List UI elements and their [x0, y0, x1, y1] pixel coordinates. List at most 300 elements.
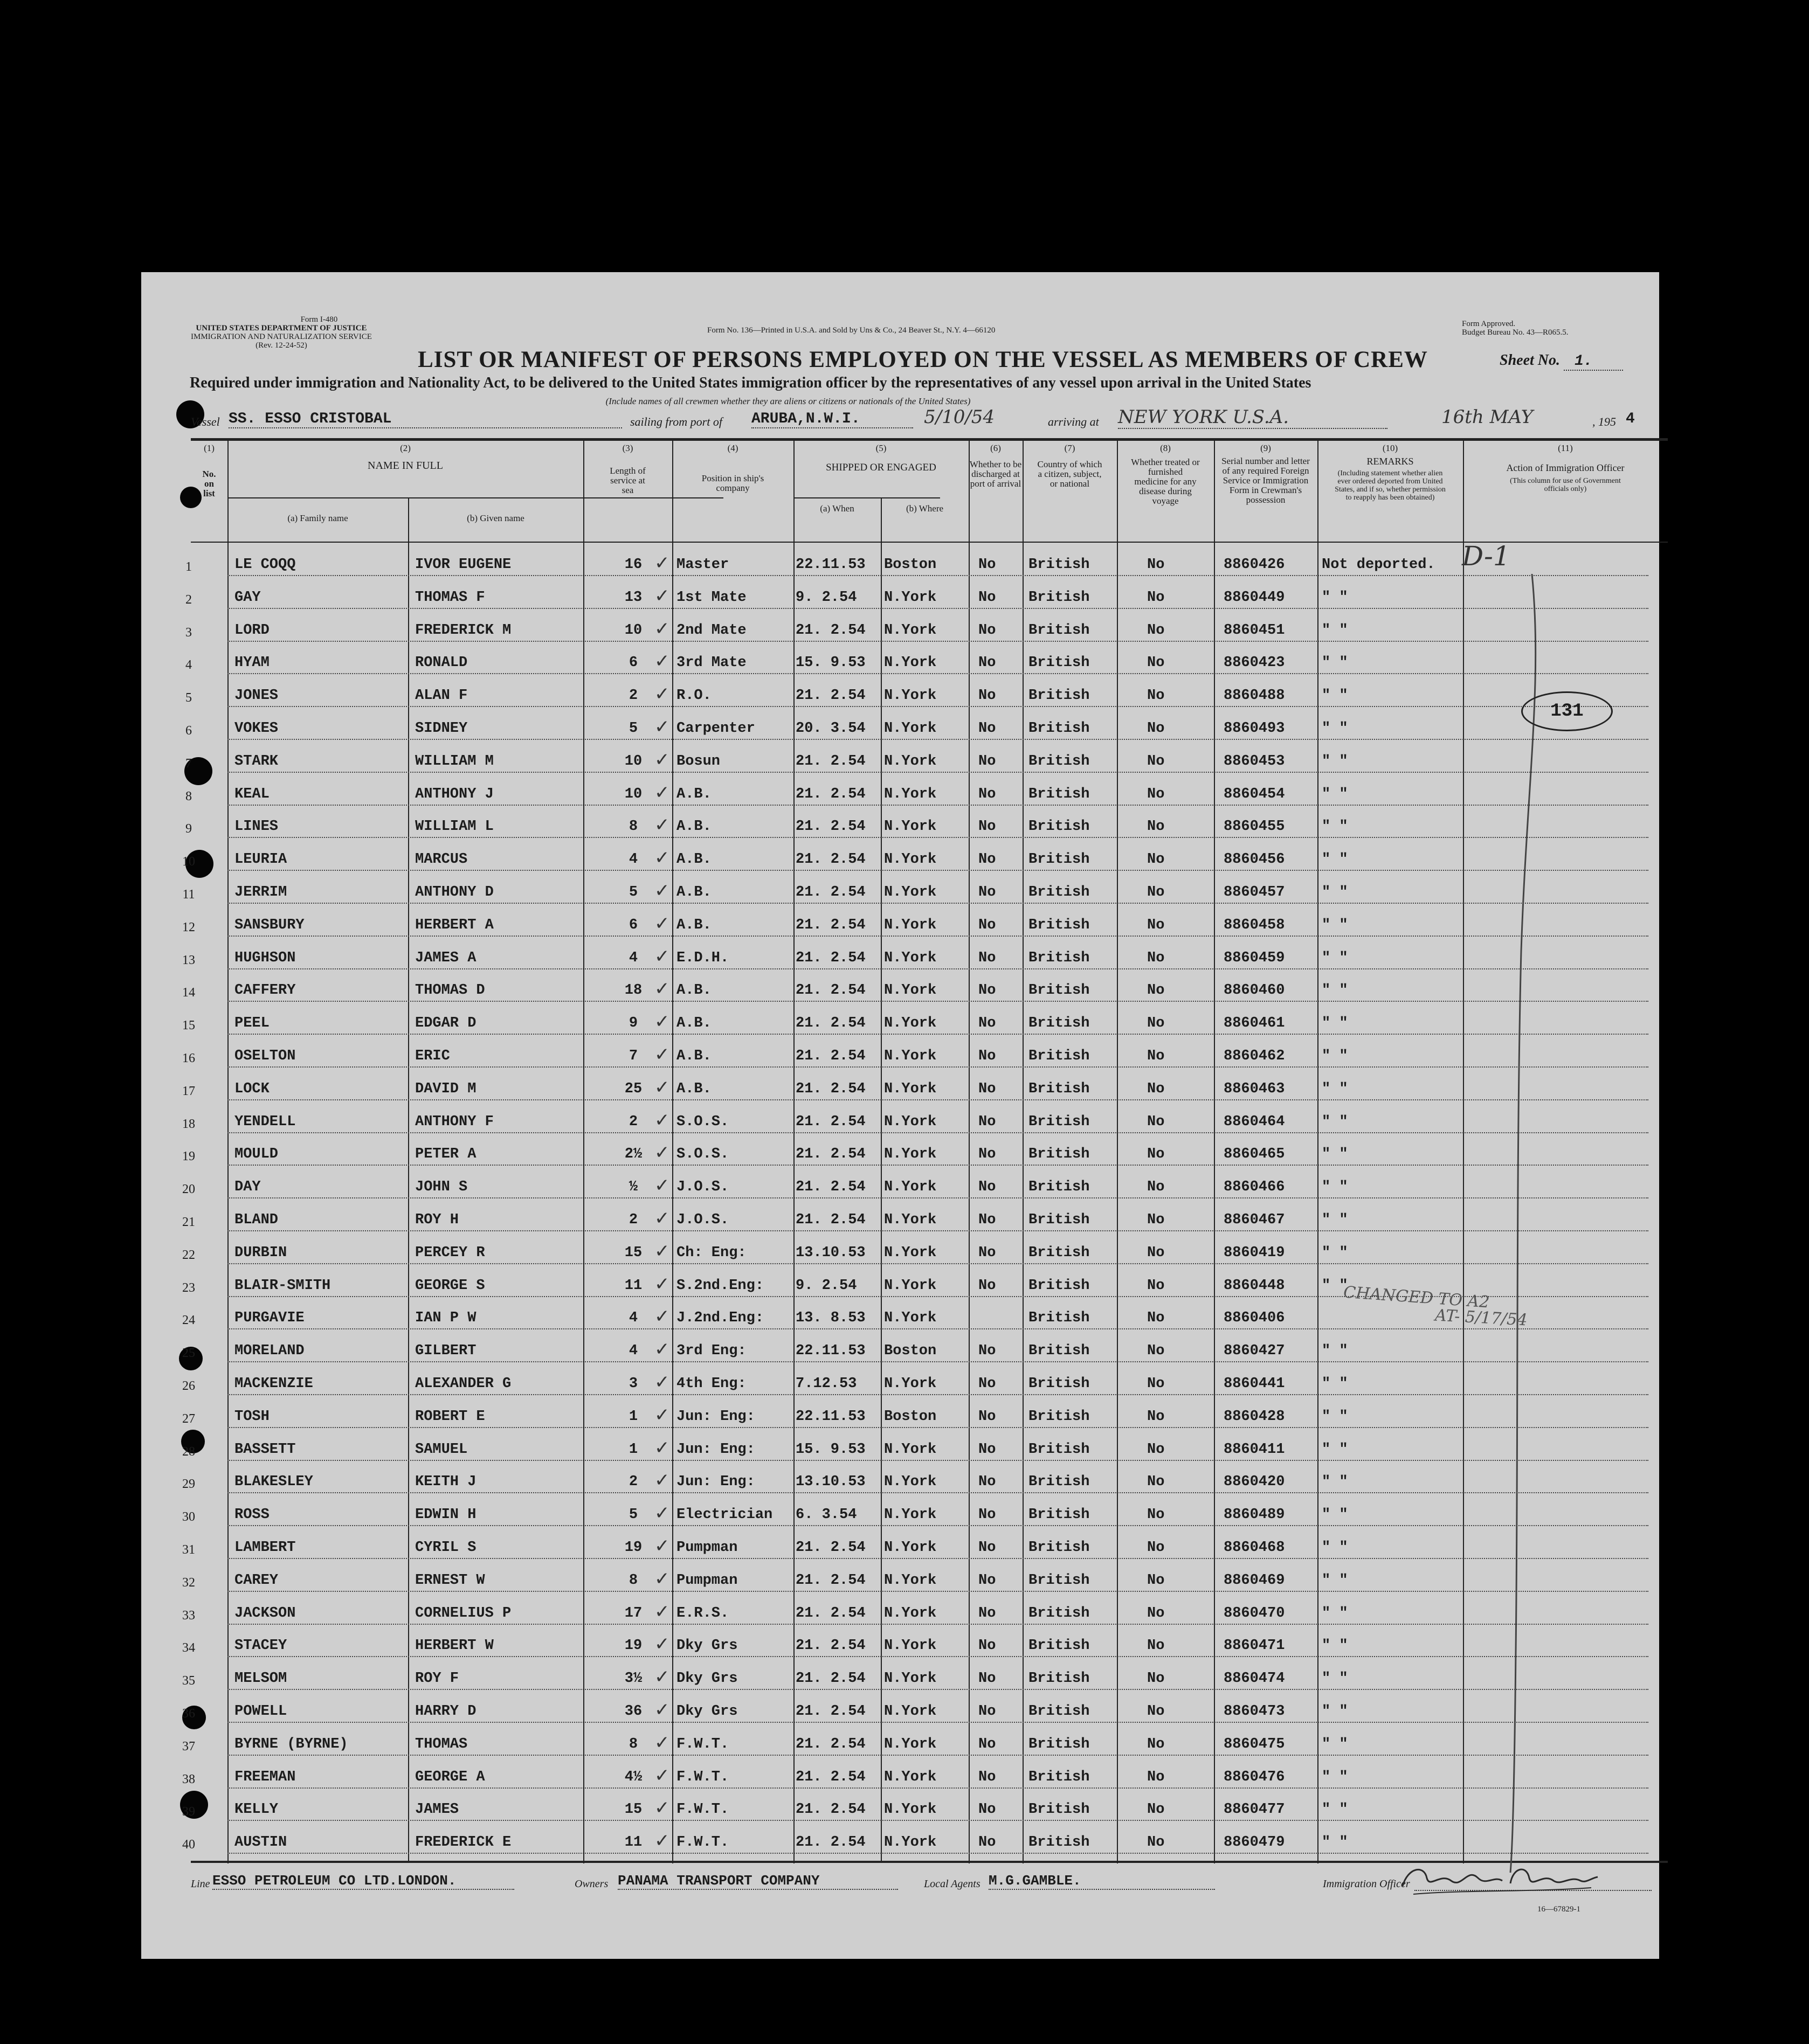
table-row [141, 1826, 1659, 1858]
cell-position: A.B. [676, 786, 712, 802]
col-9-header [1214, 444, 1317, 505]
table-row [141, 1465, 1659, 1498]
cell-given: THOMAS [415, 1736, 468, 1752]
cell-country: British [1028, 1244, 1090, 1261]
cell-given: CORNELIUS P [415, 1605, 512, 1622]
col-7-header [1023, 444, 1117, 489]
cell-remarks: " " [1322, 655, 1348, 671]
cell-family: LE COQQ [234, 557, 296, 573]
row-number: 12 [182, 920, 195, 934]
row-rule [227, 1755, 1648, 1756]
check-mark-icon: ✓ [654, 978, 670, 1000]
cell-serial: 8860428 [1224, 1408, 1285, 1425]
row-number: 23 [182, 1280, 195, 1295]
cell-remarks: " " [1322, 1507, 1348, 1523]
table-row [141, 843, 1659, 875]
col-7-number: (7) [1064, 443, 1075, 453]
row-number: 31 [182, 1543, 195, 1557]
cell-given: JOHN S [415, 1179, 468, 1196]
check-mark-icon: ✓ [654, 1142, 670, 1164]
cell-serial: 8860458 [1224, 917, 1285, 933]
cell-when: 21. 2.54 [796, 1834, 866, 1851]
cell-position: Ch: Eng: [676, 1244, 747, 1261]
table-top-rule [191, 438, 1668, 441]
cell-where: N.York [884, 753, 937, 770]
cell-position: Dky Grs [676, 1703, 738, 1720]
row-rule [227, 1460, 1648, 1461]
cell-discharged: No [978, 655, 996, 671]
row-number: 18 [182, 1117, 195, 1131]
row-number: 25 [182, 1346, 195, 1361]
cell-discharged: No [978, 589, 996, 606]
cell-service: 8 [629, 819, 638, 835]
sheet-label: Sheet No. [1500, 352, 1560, 369]
col-2-header [227, 444, 583, 470]
cell-medicine: No [1147, 1080, 1165, 1097]
row-rule [227, 706, 1648, 707]
cell-discharged: No [978, 1703, 996, 1720]
row-rule [227, 673, 1648, 674]
cell-service: 16 [624, 557, 643, 573]
cell-when: 21. 2.54 [796, 884, 866, 900]
table-row [141, 1761, 1659, 1793]
cell-medicine: No [1147, 1212, 1165, 1228]
cell-discharged: No [978, 1146, 996, 1163]
cell-where: N.York [884, 622, 937, 639]
row-number: 14 [182, 986, 195, 1000]
cell-given: WILLIAM L [415, 819, 494, 835]
check-mark-icon: ✓ [654, 912, 670, 934]
cell-serial: 8860419 [1224, 1244, 1285, 1261]
cell-medicine: No [1147, 1441, 1165, 1458]
col-1-header [191, 444, 227, 498]
row-rule [227, 837, 1648, 838]
owners-value: PANAMA TRANSPORT COMPANY [618, 1873, 898, 1890]
cell-discharged: No [978, 1834, 996, 1851]
check-mark-icon: ✓ [654, 1273, 670, 1295]
cell-position: S.O.S. [676, 1146, 729, 1163]
cell-position: 4th Eng: [676, 1376, 747, 1392]
arriving-port: NEW YORK U.S.A. [1118, 406, 1387, 429]
col-5-number: (5) [875, 443, 887, 453]
table-row [141, 646, 1659, 678]
officer-mark: D-1 [1462, 541, 1510, 572]
row-number: 40 [182, 1838, 195, 1852]
officer-label: Immigration Officer [1323, 1878, 1410, 1890]
cell-remarks: " " [1322, 1113, 1348, 1130]
cell-when: 21. 2.54 [796, 1769, 866, 1785]
col-5-label: SHIPPED OR ENGAGED [826, 462, 936, 473]
cell-family: JACKSON [234, 1605, 296, 1622]
cell-country: British [1028, 688, 1090, 704]
cell-country: British [1028, 1080, 1090, 1097]
cell-when: 21. 2.54 [796, 950, 866, 966]
table-row [141, 876, 1659, 908]
cell-position: 3rd Mate [676, 655, 747, 671]
row-rule [227, 1853, 1648, 1854]
cell-remarks: " " [1322, 1244, 1348, 1261]
table-row [141, 1564, 1659, 1596]
col-3-label: Length of service at sea [610, 466, 646, 495]
cell-discharged: No [978, 622, 996, 639]
row-number: 5 [185, 691, 192, 705]
cell-given: KEITH J [415, 1474, 477, 1491]
cell-medicine: No [1147, 950, 1165, 966]
cell-where: N.York [884, 1015, 937, 1032]
cell-where: N.York [884, 950, 937, 966]
row-rule [227, 936, 1648, 937]
row-rule [227, 1591, 1648, 1592]
row-rule [227, 1001, 1648, 1002]
row-number: 6 [185, 724, 192, 738]
line-label: Line [191, 1878, 210, 1890]
cell-medicine: No [1147, 720, 1165, 737]
check-mark-icon: ✓ [654, 683, 670, 705]
cell-family: MELSOM [234, 1671, 287, 1687]
table-row [141, 1367, 1659, 1399]
line-value: ESSO PETROLEUM CO LTD.LONDON. [212, 1873, 514, 1890]
cell-family: BLAND [234, 1212, 279, 1228]
cell-family: SANSBURY [234, 917, 305, 933]
cell-remarks: " " [1322, 1572, 1348, 1589]
row-number: 24 [182, 1313, 195, 1328]
cell-discharged: No [978, 1769, 996, 1785]
cell-when: 21. 2.54 [796, 1572, 866, 1589]
cell-family: LEURIA [234, 851, 287, 868]
cell-family: FREEMAN [234, 1769, 296, 1785]
cell-remarks: " " [1322, 917, 1348, 933]
cell-remarks: " " [1322, 622, 1348, 639]
cell-when: 15. 9.53 [796, 1441, 866, 1458]
cell-service: 8 [629, 1572, 638, 1589]
cell-where: N.York [884, 655, 937, 671]
agents-label: Local Agents [924, 1878, 981, 1890]
cell-position: J.O.S. [676, 1179, 729, 1196]
cell-when: 21. 2.54 [796, 1671, 866, 1687]
cell-when: 22.11.53 [796, 1408, 866, 1425]
sheet-value: 1. [1564, 353, 1623, 371]
stamp-number: 131 [1550, 701, 1584, 722]
cell-serial: 8860411 [1224, 1441, 1285, 1458]
cell-family: PURGAVIE [234, 1310, 305, 1327]
col-10-number: (10) [1382, 443, 1398, 453]
cell-serial: 8860420 [1224, 1474, 1285, 1491]
cell-serial: 8860476 [1224, 1769, 1285, 1785]
cell-family: DURBIN [234, 1244, 287, 1261]
cell-service: 6 [629, 655, 638, 671]
col-10-label: REMARKS [1366, 456, 1414, 467]
cell-country: British [1028, 1507, 1090, 1523]
cell-discharged: No [978, 1277, 996, 1294]
cell-when: 20. 3.54 [796, 720, 866, 737]
cell-family: PEEL [234, 1015, 270, 1032]
cell-where: N.York [884, 1179, 937, 1196]
cell-country: British [1028, 1343, 1090, 1360]
cell-family: OSELTON [234, 1048, 296, 1064]
cell-position: F.W.T. [676, 1802, 729, 1818]
cell-given: GEORGE S [415, 1277, 485, 1294]
sailing-port: ARUBA,N.W.I. [751, 411, 913, 428]
sheet-number [1500, 352, 1623, 371]
cell-family: ROSS [234, 1507, 270, 1523]
cell-family: LINES [234, 819, 279, 835]
cell-family: KELLY [234, 1802, 279, 1818]
cell-medicine: No [1147, 786, 1165, 802]
cell-position: Electrician [676, 1507, 773, 1523]
vessel-name: SS. ESSO CRISTOBAL [229, 411, 622, 428]
cell-discharged: No [978, 720, 996, 737]
cell-given: PERCEY R [415, 1244, 485, 1261]
cell-when: 21. 2.54 [796, 851, 866, 868]
cell-serial: 8860465 [1224, 1146, 1285, 1163]
cell-when: 21. 2.54 [796, 917, 866, 933]
cell-when: 21. 2.54 [796, 1048, 866, 1064]
row-number: 7 [185, 756, 192, 771]
officer-bracket-line [1505, 574, 1548, 1878]
col-4-label: Position in ship's company [701, 473, 764, 493]
cell-where: N.York [884, 1802, 937, 1818]
cell-family: BASSETT [234, 1441, 296, 1458]
table-row [141, 1170, 1659, 1203]
cell-country: British [1028, 1212, 1090, 1228]
cell-given: IAN P W [415, 1310, 477, 1327]
include-note: (Include names of all crewmen whether they are aliens or citizens or nationals of the United States) [605, 396, 971, 406]
cell-where: N.York [884, 1703, 937, 1720]
cell-where: N.York [884, 688, 937, 704]
cell-family: JERRIM [234, 884, 287, 900]
approval-line: Form Approved. [1462, 320, 1516, 328]
row-rule [227, 1099, 1648, 1100]
col-4-header [672, 444, 793, 493]
cell-discharged: No [978, 1638, 996, 1654]
cell-service: 15 [624, 1244, 643, 1261]
cell-country: British [1028, 589, 1090, 606]
check-mark-icon: ✓ [654, 1109, 670, 1131]
cell-position: 3rd Eng: [676, 1343, 747, 1360]
cell-country: British [1028, 1474, 1090, 1491]
agents-value: M.G.GAMBLE. [989, 1873, 1215, 1890]
cell-family: STARK [234, 753, 279, 770]
cell-medicine: No [1147, 1146, 1165, 1163]
cell-remarks: " " [1322, 1080, 1348, 1097]
cell-medicine: No [1147, 819, 1165, 835]
row-rule [227, 1197, 1648, 1198]
cell-given: FREDERICK M [415, 622, 512, 639]
cell-country: British [1028, 1834, 1090, 1851]
check-mark-icon: ✓ [654, 814, 670, 836]
cell-given: JAMES [415, 1802, 459, 1818]
check-mark-icon: ✓ [654, 1339, 670, 1361]
cell-remarks: " " [1322, 1802, 1348, 1818]
cell-position: A.B. [676, 917, 712, 933]
changed-date: AT- 5/17/54 [1434, 1306, 1528, 1330]
cell-where: N.York [884, 1113, 937, 1130]
cell-position: A.B. [676, 1080, 712, 1097]
cell-family: MORELAND [234, 1343, 305, 1360]
cell-given: ANTHONY D [415, 884, 494, 900]
cell-country: British [1028, 1048, 1090, 1064]
cell-remarks: " " [1322, 688, 1348, 704]
cell-given: HARRY D [415, 1703, 477, 1720]
cell-family: MACKENZIE [234, 1376, 313, 1392]
cell-medicine: No [1147, 1802, 1165, 1818]
col-10-header [1317, 444, 1463, 502]
row-number: 32 [182, 1575, 195, 1590]
cell-given: ERNEST W [415, 1572, 485, 1589]
cell-position: 1st Mate [676, 589, 747, 606]
table-row [141, 712, 1659, 744]
table-row [141, 1334, 1659, 1367]
col-9-label: Serial number and letter of any required Foreign Service or Immigration Form in Crewman's possession [1221, 456, 1310, 505]
cell-serial: 8860461 [1224, 1015, 1285, 1032]
cell-serial: 8860469 [1224, 1572, 1285, 1589]
cell-country: British [1028, 1179, 1090, 1196]
owners-label: Owners [575, 1878, 609, 1890]
cell-where: N.York [884, 1540, 937, 1556]
table-row [141, 581, 1659, 613]
cell-medicine: No [1147, 1638, 1165, 1654]
row-rule [227, 1034, 1648, 1035]
cell-remarks: " " [1322, 1343, 1348, 1360]
cell-service: 7 [629, 1048, 638, 1064]
cell-medicine: No [1147, 1605, 1165, 1622]
cell-serial: 8860459 [1224, 950, 1285, 966]
cell-when: 6. 3.54 [796, 1507, 857, 1523]
cell-service: 4 [629, 1343, 638, 1360]
form-number: Form I-480 [300, 315, 338, 324]
cell-given: WILLIAM M [415, 753, 494, 770]
cell-given: GEORGE A [415, 1769, 485, 1785]
cell-service: 2 [629, 1474, 638, 1491]
table-row [141, 1433, 1659, 1465]
cell-position: R.O. [676, 688, 712, 704]
row-rule [227, 1558, 1648, 1559]
subtitle: Required under immigration and Nationality Act, to be delivered to the United States immigration officer by the representatives of any vessel upon arrival in the United States [190, 375, 1311, 391]
cell-remarks: " " [1322, 1441, 1348, 1458]
cell-country: British [1028, 819, 1090, 835]
table-row [141, 778, 1659, 810]
row-rule [227, 1656, 1648, 1657]
cell-serial: 8860426 [1224, 557, 1285, 573]
cell-position: F.W.T. [676, 1736, 729, 1752]
cell-where: N.York [884, 1310, 937, 1327]
cell-serial: 8860456 [1224, 851, 1285, 868]
vessel-label: Vessel [191, 415, 220, 428]
cell-service: 1 [629, 1441, 638, 1458]
check-mark-icon: ✓ [654, 716, 670, 738]
cell-where: N.York [884, 1474, 937, 1491]
table-row [141, 1007, 1659, 1039]
row-rule [227, 1230, 1648, 1231]
col-5b-header: (b) Where [906, 503, 944, 514]
cell-serial: 8860462 [1224, 1048, 1285, 1064]
table-row [141, 1105, 1659, 1138]
cell-service: 25 [624, 1080, 643, 1097]
cell-medicine: No [1147, 1572, 1165, 1589]
cell-remarks: " " [1322, 1736, 1348, 1752]
row-rule [227, 739, 1648, 740]
table-mid-rule [227, 497, 723, 498]
cell-family: LORD [234, 622, 270, 639]
col-8-label: Whether treated or furnished medicine for any disease during voyage [1131, 457, 1200, 506]
cell-when: 21. 2.54 [796, 1540, 866, 1556]
col-1-number: (1) [204, 443, 215, 453]
cell-given: EDWIN H [415, 1507, 477, 1523]
cell-discharged: No [978, 1408, 996, 1425]
cell-when: 13. 8.53 [796, 1310, 866, 1327]
check-mark-icon: ✓ [654, 1764, 670, 1786]
check-mark-icon: ✓ [654, 1011, 670, 1033]
cell-medicine: No [1147, 884, 1165, 900]
cell-given: RONALD [415, 655, 468, 671]
cell-family: GAY [234, 589, 261, 606]
row-rule [227, 1361, 1648, 1362]
cell-position: F.W.T. [676, 1769, 729, 1785]
cell-given: GILBERT [415, 1343, 477, 1360]
row-rule [227, 772, 1648, 773]
cell-service: 4 [629, 851, 638, 868]
cell-where: Boston [884, 557, 937, 573]
cell-where: N.York [884, 1277, 937, 1294]
cell-serial: 8860489 [1224, 1507, 1285, 1523]
row-rule [227, 903, 1648, 904]
cell-service: 10 [624, 622, 643, 639]
cell-family: LOCK [234, 1080, 270, 1097]
table-row [141, 1728, 1659, 1760]
cell-medicine: No [1147, 1343, 1165, 1360]
cell-discharged: No [978, 1540, 996, 1556]
row-number: 11 [182, 888, 195, 902]
cell-when: 9. 2.54 [796, 589, 857, 606]
cell-discharged: No [978, 819, 996, 835]
cell-service: 10 [624, 753, 643, 770]
col-10-note: (Including statement whether alien ever ordered deported from United States, and if so, whether permission to reapply has been obtained) [1335, 469, 1446, 502]
row-number: 28 [182, 1444, 195, 1459]
check-mark-icon: ✓ [654, 1699, 670, 1721]
table-row [141, 1203, 1659, 1236]
table-row [141, 1531, 1659, 1563]
cell-remarks: " " [1322, 1277, 1348, 1294]
cell-remarks: " " [1322, 982, 1348, 999]
cell-service: 19 [624, 1638, 643, 1654]
cell-service: 5 [629, 720, 638, 737]
cell-given: HERBERT W [415, 1638, 494, 1654]
cell-family: BLAKESLEY [234, 1474, 313, 1491]
cell-discharged: No [978, 982, 996, 999]
form-revision: (Rev. 12-24-52) [256, 341, 307, 350]
row-rule [227, 1132, 1648, 1133]
cell-service: 9 [629, 1015, 638, 1032]
agency-name: UNITED STATES DEPARTMENT OF JUSTICE [196, 324, 367, 332]
cell-where: N.York [884, 1736, 937, 1752]
cell-country: British [1028, 950, 1090, 966]
cell-country: British [1028, 655, 1090, 671]
row-number: 10 [182, 855, 195, 869]
table-row [141, 1040, 1659, 1072]
row-rule [227, 1263, 1648, 1264]
cell-service: 4 [629, 1310, 638, 1327]
cell-position: F.W.T. [676, 1834, 729, 1851]
row-number: 27 [182, 1411, 195, 1426]
check-mark-icon: ✓ [654, 552, 670, 574]
cell-service: 15 [624, 1802, 643, 1818]
cell-when: 13.10.53 [796, 1244, 866, 1261]
col-2b-header: (b) Given name [467, 513, 524, 523]
cell-remarks: " " [1322, 753, 1348, 770]
cell-remarks: " " [1322, 819, 1348, 835]
cell-country: British [1028, 557, 1090, 573]
cell-discharged: No [978, 753, 996, 770]
